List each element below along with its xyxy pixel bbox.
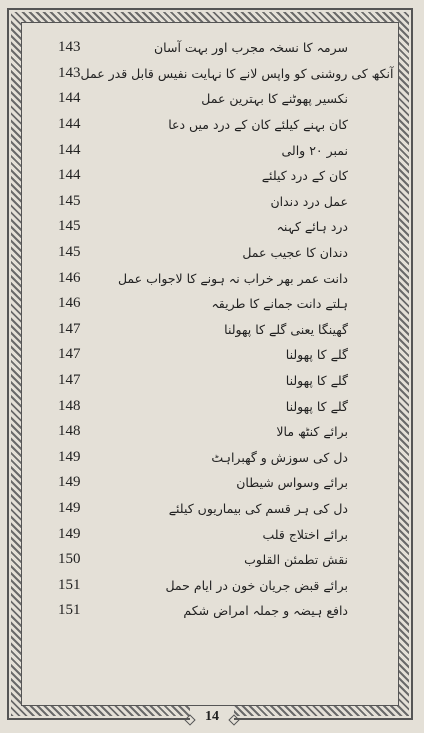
toc-entry-page: 145 [58, 218, 81, 235]
page-number: 14 [190, 706, 234, 728]
toc-entry [30, 393, 348, 419]
toc-entry [30, 240, 348, 266]
toc-entry-title: گلے کا پھولنا [285, 373, 348, 389]
toc-entry-title: نمبر ۲۰ والی [281, 142, 348, 158]
toc-entry-title: گلے کا پھولنا [285, 347, 348, 363]
toc-entry-page: 143 [58, 64, 81, 81]
toc-entry [30, 419, 348, 445]
toc-entry-page: 148 [58, 397, 81, 414]
toc-entry-page: 148 [58, 423, 81, 440]
toc-entry [30, 368, 348, 394]
toc-entry-page: 146 [58, 295, 81, 312]
toc-entry-title: برائے کنٹھ مالا [276, 424, 348, 440]
toc-entry-page: 149 [58, 499, 81, 516]
toc-entry-page: 144 [58, 116, 81, 133]
toc-entry-page: 151 [58, 602, 81, 619]
toc-entry [30, 61, 394, 87]
toc-entry-page: 145 [58, 244, 81, 261]
toc-entry-page: 144 [58, 90, 81, 107]
toc-entry-page: 147 [58, 372, 81, 389]
toc-entry [30, 86, 348, 112]
toc-entry-page: 147 [58, 346, 81, 363]
toc-entry [30, 35, 348, 61]
toc-entry-title: دافع ہیضہ و جملہ امراض شکم [183, 603, 348, 619]
toc-entry [30, 291, 348, 317]
toc-entry [30, 112, 348, 138]
toc-entry-title: ہلتے دانت جمانے کا طریقہ [211, 296, 348, 312]
toc-entry-page: 143 [58, 39, 81, 56]
toc-entry-title: دندان کا عجیب عمل [242, 245, 348, 261]
toc-entry [30, 317, 348, 343]
toc-entry-title: کان بہنے کیلئے کان کے درد میں دعا [168, 117, 348, 133]
toc-entry-title: برائے وسواس شیطان [236, 475, 348, 491]
toc-entry [30, 572, 348, 598]
toc-entry [30, 470, 348, 496]
toc-entry [30, 342, 348, 368]
toc-entry-page: 150 [58, 551, 81, 568]
toc-entry-page: 145 [58, 192, 81, 209]
toc-entry-page: 149 [58, 525, 81, 542]
toc-entry-title: نقش تطمئن القلوب [244, 552, 348, 568]
toc-entry-page: 144 [58, 141, 81, 158]
toc-entry [30, 598, 348, 624]
table-of-contents [30, 35, 394, 624]
toc-entry-title: برائے قبض جریان خون در ایام حمل [165, 577, 348, 593]
toc-entry-page: 146 [58, 269, 81, 286]
toc-entry-page: 147 [58, 320, 81, 337]
toc-entry [30, 189, 348, 215]
toc-entry [30, 521, 348, 547]
toc-entry-title: دانت عمر بھر خراب نہ ہونے کا لاجواب عمل [117, 270, 348, 286]
toc-entry-title: آنکھ کی روشنی کو واپس لانے کا نہایت نفیس قابل قدر عمل [80, 65, 394, 81]
toc-entry-title: گھینگا یعنی گلے کا پھولنا [224, 321, 348, 337]
toc-entry-page: 144 [58, 167, 81, 184]
toc-entry-title: دل کی ہر قسم کی بیماریوں کیلئے [168, 500, 348, 516]
toc-entry-page: 149 [58, 448, 81, 465]
toc-entry-title: درد ہائے کہنہ [276, 219, 348, 235]
toc-entry-title: عمل درد دندان [270, 193, 348, 209]
toc-entry [30, 137, 348, 163]
toc-entry-title: سرمہ کا نسخہ مجرب اور بہت آسان [153, 40, 348, 56]
toc-entry-title: کان کے درد کیلئے [261, 168, 348, 184]
toc-entry [30, 445, 348, 471]
toc-entry-title: برائے اختلاج قلب [262, 526, 348, 542]
toc-entry-page: 149 [58, 474, 81, 491]
toc-entry-title: دل کی سوزش و گھبراہٹ [211, 449, 348, 465]
toc-entry [30, 214, 348, 240]
toc-entry [30, 496, 348, 522]
toc-entry [30, 265, 348, 291]
toc-entry-page: 151 [58, 576, 81, 593]
toc-entry-title: گلے کا پھولنا [285, 398, 348, 414]
toc-entry-title: نکسیر پھوٹنے کا بہترین عمل [201, 91, 348, 107]
toc-entry [30, 163, 348, 189]
toc-entry [30, 547, 348, 573]
